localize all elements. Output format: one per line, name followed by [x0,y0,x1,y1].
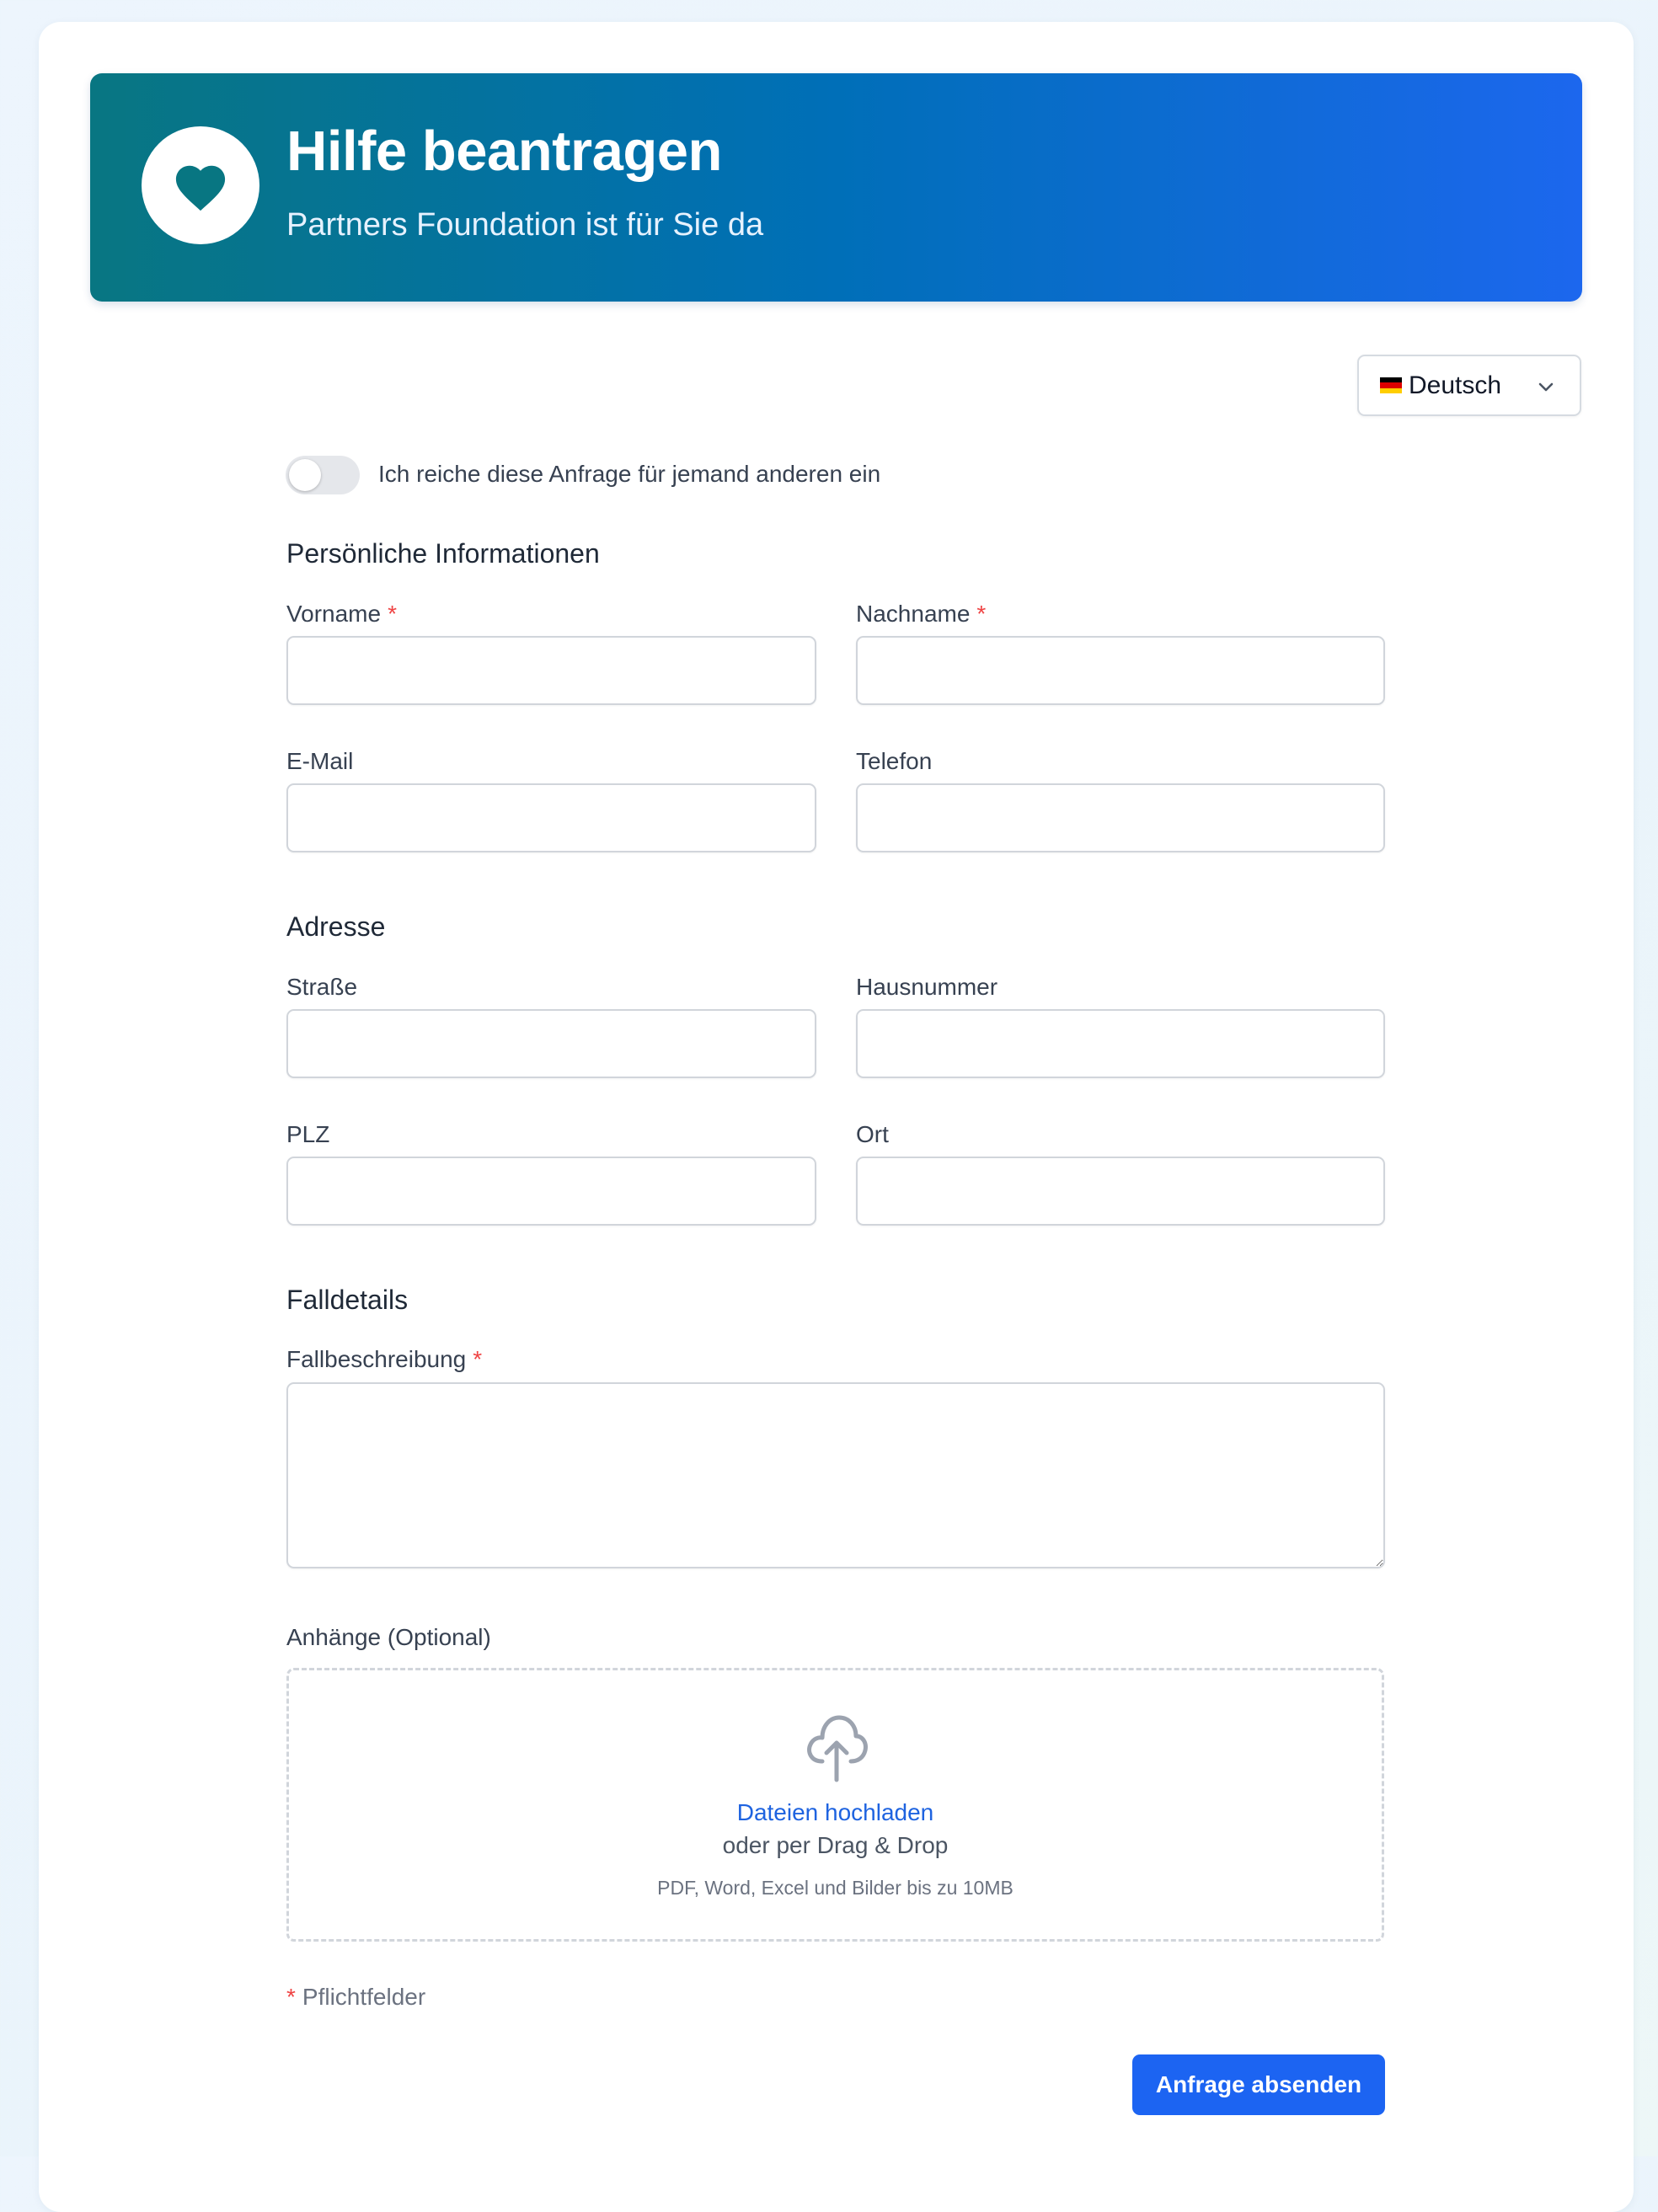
cloud-upload-icon [804,1711,869,1783]
first-name-input[interactable] [286,636,816,705]
toggle-knob [289,459,321,491]
required-fields-text: Pflichtfelder [302,1984,426,2010]
description-textarea[interactable] [286,1382,1385,1568]
german-flag-icon [1380,377,1402,393]
required-marker: * [286,1984,296,2010]
language-select[interactable] [1357,355,1581,416]
drag-drop-hint: oder per Drag & Drop [722,1832,949,1858]
zip-input[interactable] [286,1157,816,1226]
street-label: Straße [286,974,358,1000]
zip-label: PLZ [286,1121,330,1147]
city-input[interactable] [856,1157,1385,1226]
last-name-input[interactable] [856,636,1385,705]
required-marker: * [976,601,987,627]
required-marker: * [473,1346,483,1372]
house-number-input[interactable] [856,1009,1385,1078]
last-name-label [856,602,986,626]
header-banner [90,73,1582,302]
page-subtitle: Partners Foundation ist für Sie da [286,207,764,243]
house-number-label: Hausnummer [856,974,998,1000]
street-input[interactable] [286,1009,816,1078]
email-input[interactable] [286,783,816,852]
section-personal-title: Persönliche Informationen [286,538,600,569]
upload-files-link[interactable]: Dateien hochladen [736,1799,934,1825]
section-address-title: Adresse [286,911,386,942]
required-fields-note [286,1985,425,2009]
description-label [286,1348,482,1371]
phone-input[interactable] [856,783,1385,852]
file-dropzone[interactable] [286,1668,1384,1942]
section-case-title: Falldetails [286,1285,409,1315]
heart-icon [171,158,230,212]
required-marker: * [388,601,397,627]
description-label-text: Fallbeschreibung [286,1346,467,1372]
on-behalf-label: Ich reiche diese Anfrage für jemand anderen ein [378,461,881,487]
email-label: E-Mail [286,748,354,774]
language-label: Deutsch [1409,371,1502,399]
submit-button[interactable]: Anfrage absenden [1132,2054,1385,2115]
file-types-hint: PDF, Word, Excel und Bilder bis zu 10MB [657,1877,1014,1899]
first-name-label [286,602,397,626]
first-name-label-text: Vorname [286,601,382,627]
city-label: Ort [856,1121,889,1147]
phone-label: Telefon [856,748,933,774]
logo-badge [142,126,259,244]
on-behalf-toggle[interactable] [286,456,360,494]
attachments-label: Anhänge (Optional) [286,1624,491,1650]
last-name-label-text: Nachname [856,601,971,627]
chevron-down-icon [1536,377,1556,398]
page-title: Hilfe beantragen [286,120,722,183]
